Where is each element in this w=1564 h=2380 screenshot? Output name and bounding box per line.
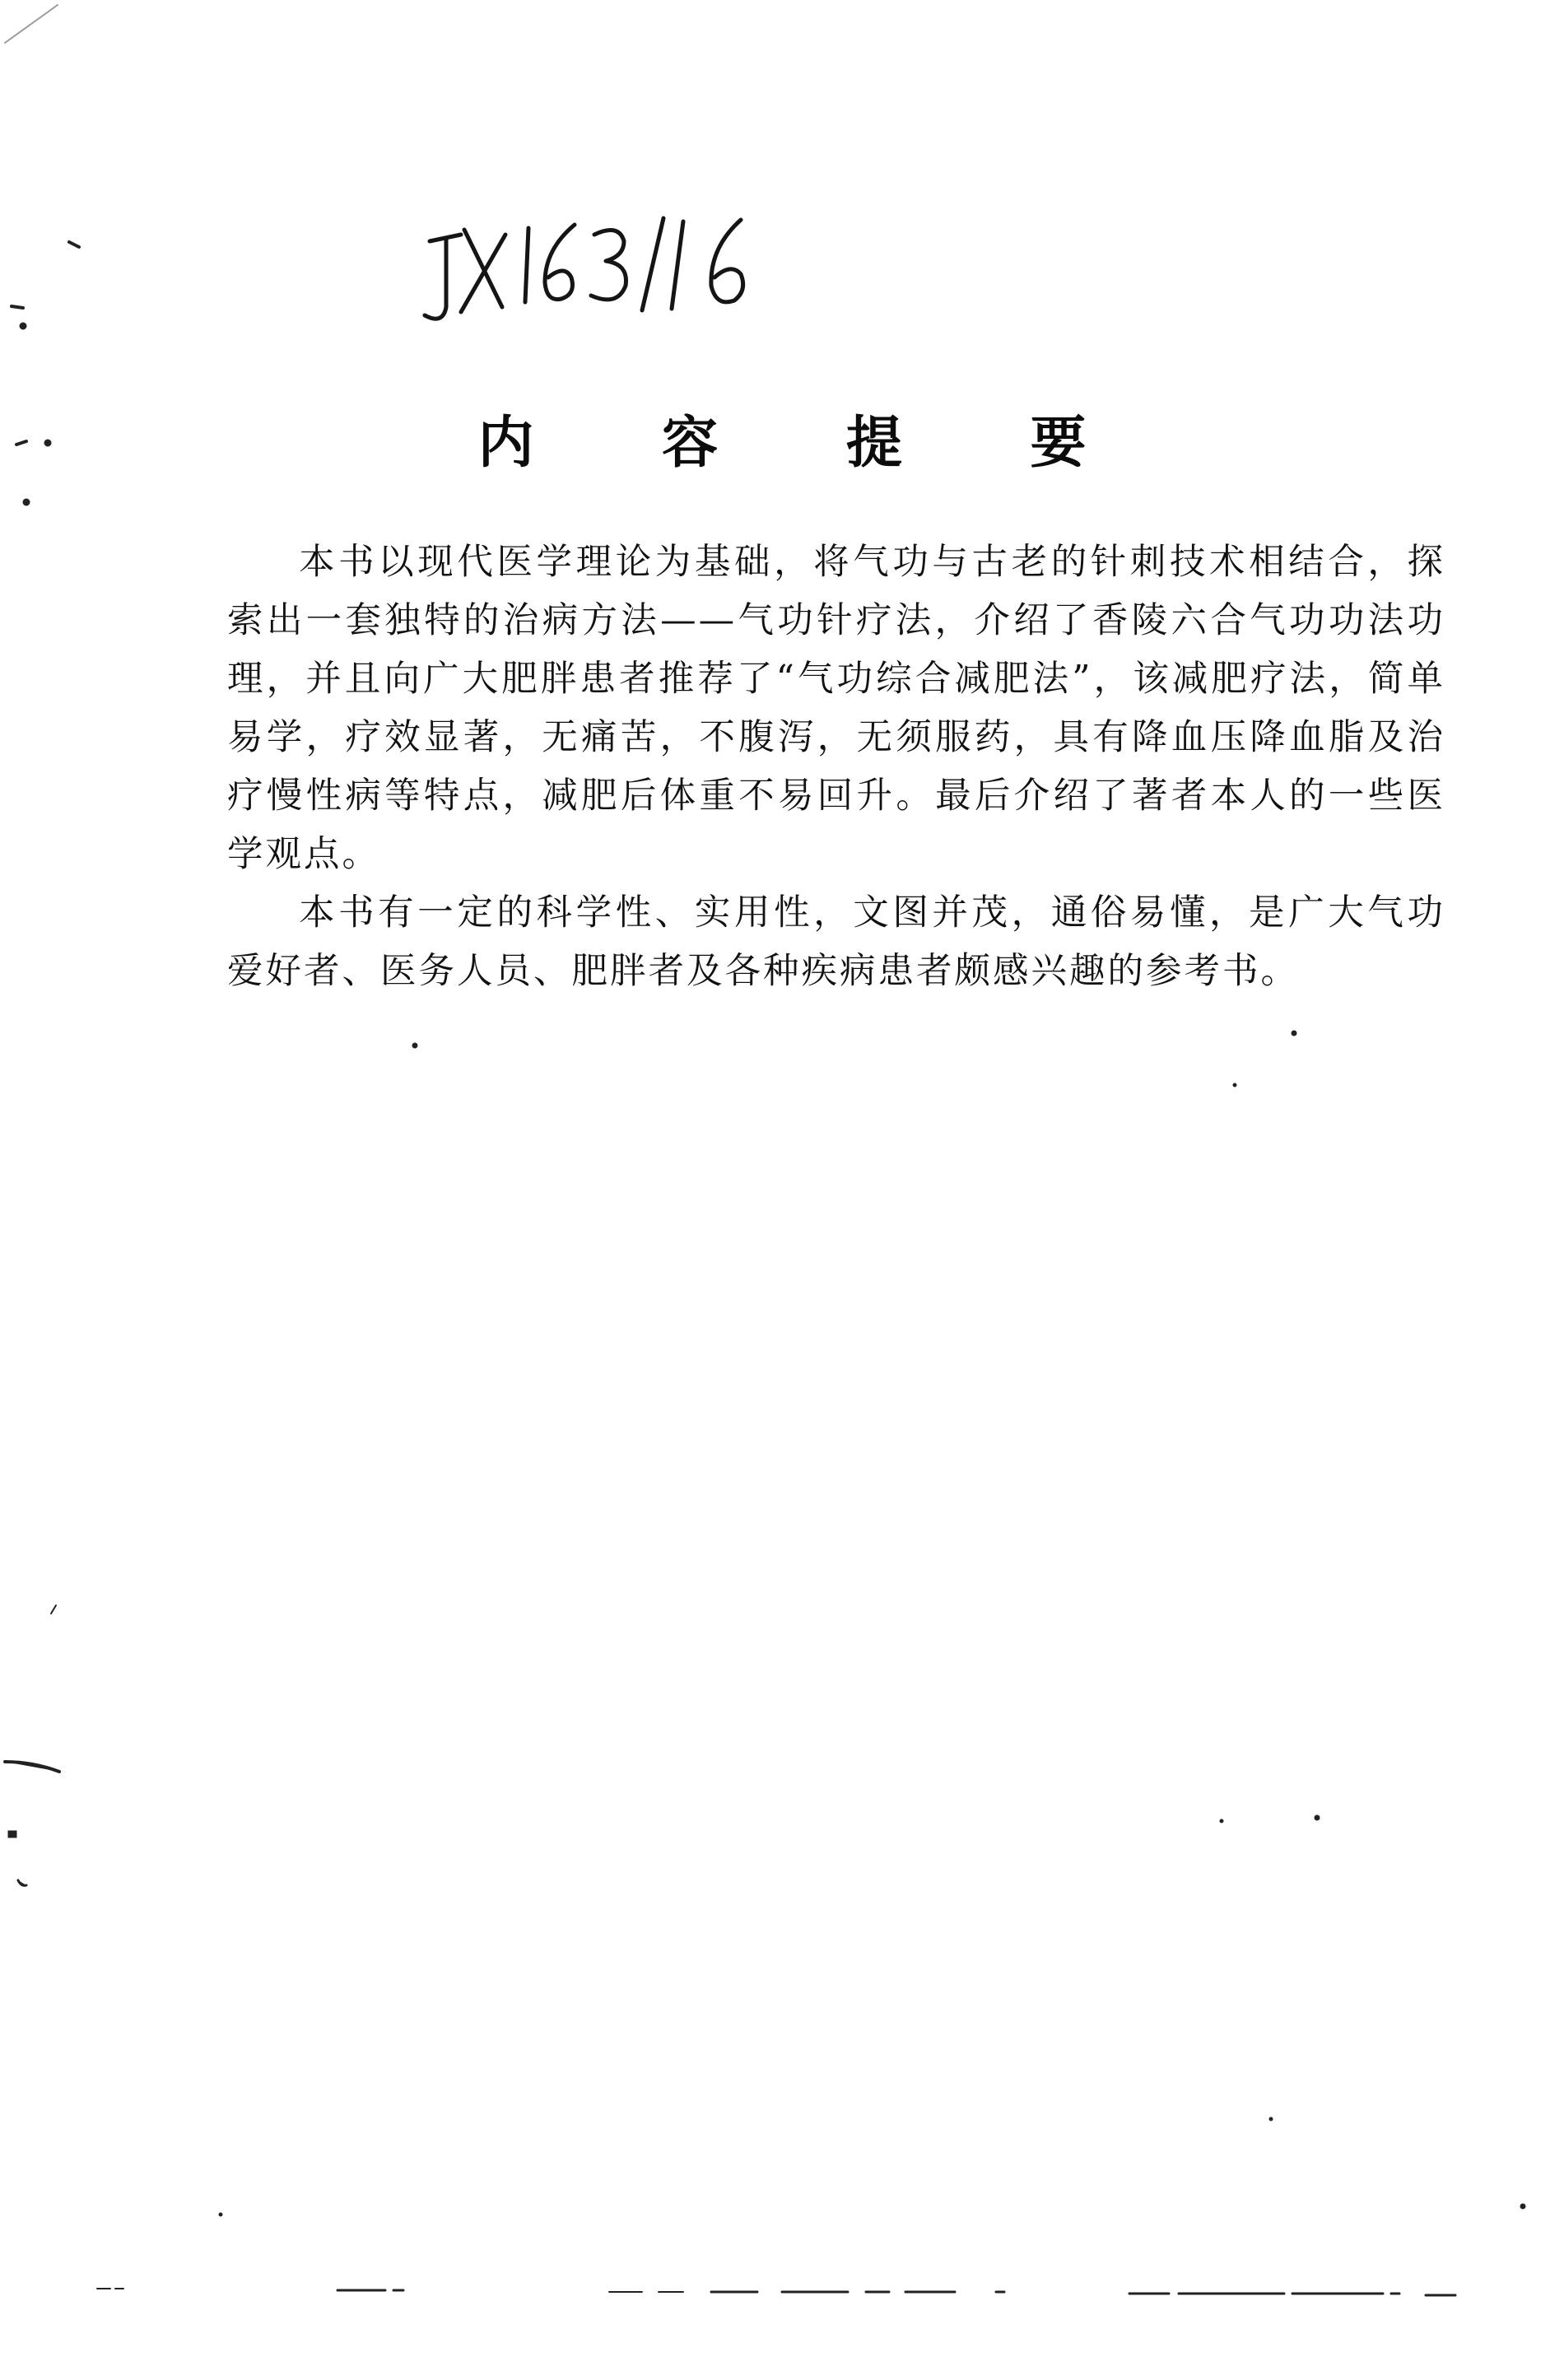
page-title: 内 容 提 要 xyxy=(477,411,1141,476)
summary-paragraph: 本书以现代医学理论为基础，将气功与古老的针刺技术相结合，探索出一套独特的治病方法——气功针疗法，介绍了香陵六合气功功法功理，并且向广大肥胖患者推荐了“气功综合减肥法”，该减肥疗法，简单易学，疗效显著，无痛苦，不腹泻，无须服药，具有降血压降血脂及治疗慢性病等特点，减肥后体重不易回升。最后介绍了著者本人的一些医学观点。 xyxy=(227,542,1445,875)
summary-body xyxy=(227,533,1445,1001)
summary-paragraph: 本书有一定的科学性、实用性，文图并茂，通俗易懂，是广大气功爱好者、医务人员、肥胖者及各种疾病患者颇感兴趣的参考书。 xyxy=(227,892,1445,992)
handwritten-call-number xyxy=(403,210,815,342)
